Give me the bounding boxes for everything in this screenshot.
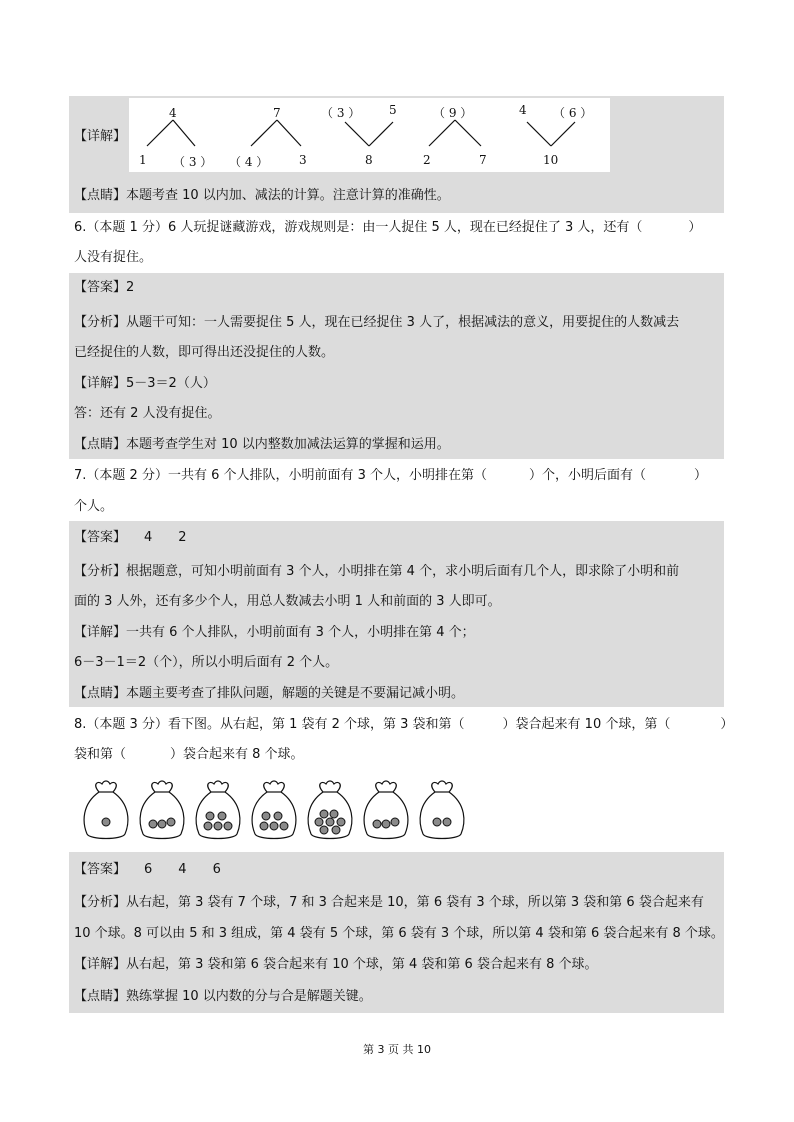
q7-question-line1 bbox=[74, 467, 707, 485]
ball bbox=[280, 822, 288, 830]
q7-answer-1: 4 bbox=[144, 530, 153, 545]
q6-detail: 【详解】5－3＝2（人） bbox=[74, 376, 216, 391]
q6-bracket-close: ） bbox=[688, 220, 702, 235]
ball-bag bbox=[364, 781, 408, 839]
ball bbox=[332, 826, 340, 834]
q8-answer-1: 6 bbox=[144, 862, 153, 877]
tree5-top-left: 4 bbox=[519, 103, 527, 117]
q7-solution-block bbox=[69, 521, 724, 707]
ball bbox=[204, 822, 212, 830]
q7-answer-label: 【答案】 bbox=[74, 530, 127, 545]
q7-detail-line2: 6－3－1＝2（个），所以小明后面有 2 个人。 bbox=[74, 655, 339, 670]
q6-answer: 【答案】2 bbox=[74, 280, 135, 295]
ball bbox=[218, 812, 226, 820]
tree5-top-right: （ 6 ） bbox=[553, 106, 593, 120]
tree3-bottom: 8 bbox=[365, 153, 373, 167]
q7-question-text-2: ）个，小明后面有（ bbox=[529, 468, 647, 483]
ball bbox=[320, 810, 328, 818]
tree1-bottom-left: 1 bbox=[139, 153, 147, 167]
ball bbox=[330, 810, 338, 818]
q8-analysis-line1: 【分析】从右起，第 3 袋有 7 个球，7 和 3 合起来是 10，第 6 袋有 3 个球，所以第 3 袋和第 6 袋合起来有 bbox=[74, 895, 704, 910]
ball bbox=[274, 812, 282, 820]
q6-analysis-line2: 已经捉住的人数，即可得出还没捉住的人数。 bbox=[74, 345, 335, 360]
ball bbox=[315, 818, 323, 826]
q7-answer bbox=[74, 529, 187, 547]
ball bbox=[382, 820, 390, 828]
q7-analysis-line1: 【分析】根据题意，可知小明前面有 3 个人，小明排在第 4 个，求小明后面有几个人，即求除了小明和前 bbox=[74, 564, 680, 579]
ball bbox=[433, 818, 441, 826]
q7-answer-2: 2 bbox=[178, 530, 187, 545]
q8-question-text-2: ）袋合起来有 10 个球，第（ bbox=[502, 717, 671, 732]
tree2-top: 7 bbox=[273, 106, 281, 120]
q6-solution-block bbox=[69, 273, 724, 459]
tree4-bottom-left: 2 bbox=[423, 153, 431, 167]
q7-detail-line1: 【详解】一共有 6 个人排队，小明前面有 3 个人，小明排在第 4 个； bbox=[74, 625, 475, 640]
q8-answer-3: 6 bbox=[212, 862, 221, 877]
q8-analysis-line2: 10 个球。8 可以由 5 和 3 组成，第 4 袋有 5 个球，第 6 袋有 3 个球，所以第 4 袋和第 6 袋合起来有 8 个球。 bbox=[74, 926, 724, 941]
q8-question-line2 bbox=[74, 746, 304, 764]
q8-question-text: 8.（本题 3 分）看下图。从右起，第 1 袋有 2 个球，第 3 袋和第（ bbox=[74, 717, 465, 732]
tree5-bottom: 10 bbox=[543, 153, 559, 167]
tree2-bottom-left: （ 4 ） bbox=[229, 155, 269, 169]
tree4-top: （ 9 ） bbox=[433, 106, 473, 120]
q8-question-text-3: 袋和第（ bbox=[74, 747, 127, 762]
ball bbox=[262, 812, 270, 820]
q7-analysis-line2: 面的 3 人外，还有多少个人，用总人数减去小明 1 人和前面的 3 人即可。 bbox=[74, 594, 501, 609]
ball-bag bbox=[84, 781, 128, 839]
ball bbox=[214, 822, 222, 830]
number-bond-trees bbox=[129, 98, 610, 172]
q8-comment: 【点睛】熟练掌握 10 以内数的分与合是解题关键。 bbox=[74, 989, 372, 1004]
ball-bag bbox=[140, 781, 184, 839]
ball-bag bbox=[420, 781, 464, 839]
tree3-top-right: 5 bbox=[389, 103, 397, 117]
q6-analysis-line1: 【分析】从题干可知：一人需要捉住 5 人，现在已经捉住 3 人了，根据减法的意义，用要捉住的人数减去 bbox=[74, 315, 680, 330]
ball bbox=[224, 822, 232, 830]
ball bbox=[443, 818, 451, 826]
q6-comment: 【点睛】本题考查学生对 10 以内整数加减法运算的掌握和运用。 bbox=[74, 437, 450, 452]
q7-bracket-close: ） bbox=[694, 468, 708, 483]
q8-answer-2: 4 bbox=[178, 862, 187, 877]
ball bbox=[326, 818, 334, 826]
tree1-top: 4 bbox=[169, 106, 177, 120]
q5-detail-label: 【详解】 bbox=[74, 129, 127, 144]
q7-comment: 【点睛】本题主要考查了排队问题，解题的关键是不要漏记减小明。 bbox=[74, 686, 465, 701]
number-bond-diagram bbox=[129, 98, 610, 172]
ball bbox=[102, 818, 110, 826]
q8-detail: 【详解】从右起，第 3 袋和第 6 袋合起来有 10 个球，第 4 袋和第 6 袋合起来有 8 个球。 bbox=[74, 957, 598, 972]
q6-question-text: 6.（本题 1 分）6 人玩捉谜藏游戏，游戏规则是：由一人捉住 5 人，现在已经捉住了 3 人，还有（ bbox=[74, 220, 643, 235]
ball bbox=[320, 826, 328, 834]
q6-question-line1 bbox=[74, 219, 701, 237]
ball-bag bbox=[196, 781, 240, 839]
ball-bags-figure bbox=[82, 778, 472, 852]
ball bbox=[206, 812, 214, 820]
page-footer: 第 3 页 共 10 bbox=[363, 1043, 431, 1056]
q7-question-text: 7.（本题 2 分）一共有 6 个人排队，小明前面有 3 个人，小明排在第（ bbox=[74, 468, 488, 483]
ball bbox=[158, 820, 166, 828]
ball bbox=[337, 818, 345, 826]
tree4-bottom-right: 7 bbox=[479, 153, 487, 167]
q8-answer bbox=[74, 861, 221, 879]
q5-comment: 【点睛】本题考查 10 以内加、减法的计算。注意计算的准确性。 bbox=[74, 188, 450, 203]
ball bbox=[270, 822, 278, 830]
ball-bag bbox=[252, 781, 296, 839]
ball bbox=[167, 818, 175, 826]
q8-answer-label: 【答案】 bbox=[74, 862, 127, 877]
q8-question-text-4: ）袋合起来有 8 个球。 bbox=[170, 747, 304, 762]
ball-bags bbox=[82, 778, 472, 848]
q6-question-line2: 人没有捉住。 bbox=[74, 250, 153, 265]
ball bbox=[391, 818, 399, 826]
ball bbox=[260, 822, 268, 830]
tree1-bottom-right: （ 3 ） bbox=[173, 155, 213, 169]
q7-question-line2: 个人。 bbox=[74, 499, 114, 514]
tree3-top-left: （ 3 ） bbox=[321, 106, 361, 120]
ball-bag bbox=[308, 781, 352, 839]
q8-question-line1 bbox=[74, 716, 733, 734]
ball bbox=[149, 820, 157, 828]
tree2-bottom-right: 3 bbox=[299, 153, 307, 167]
q8-bracket-close: ） bbox=[720, 717, 734, 732]
ball bbox=[373, 820, 381, 828]
q6-reply: 答：还有 2 人没有捉住。 bbox=[74, 406, 221, 421]
